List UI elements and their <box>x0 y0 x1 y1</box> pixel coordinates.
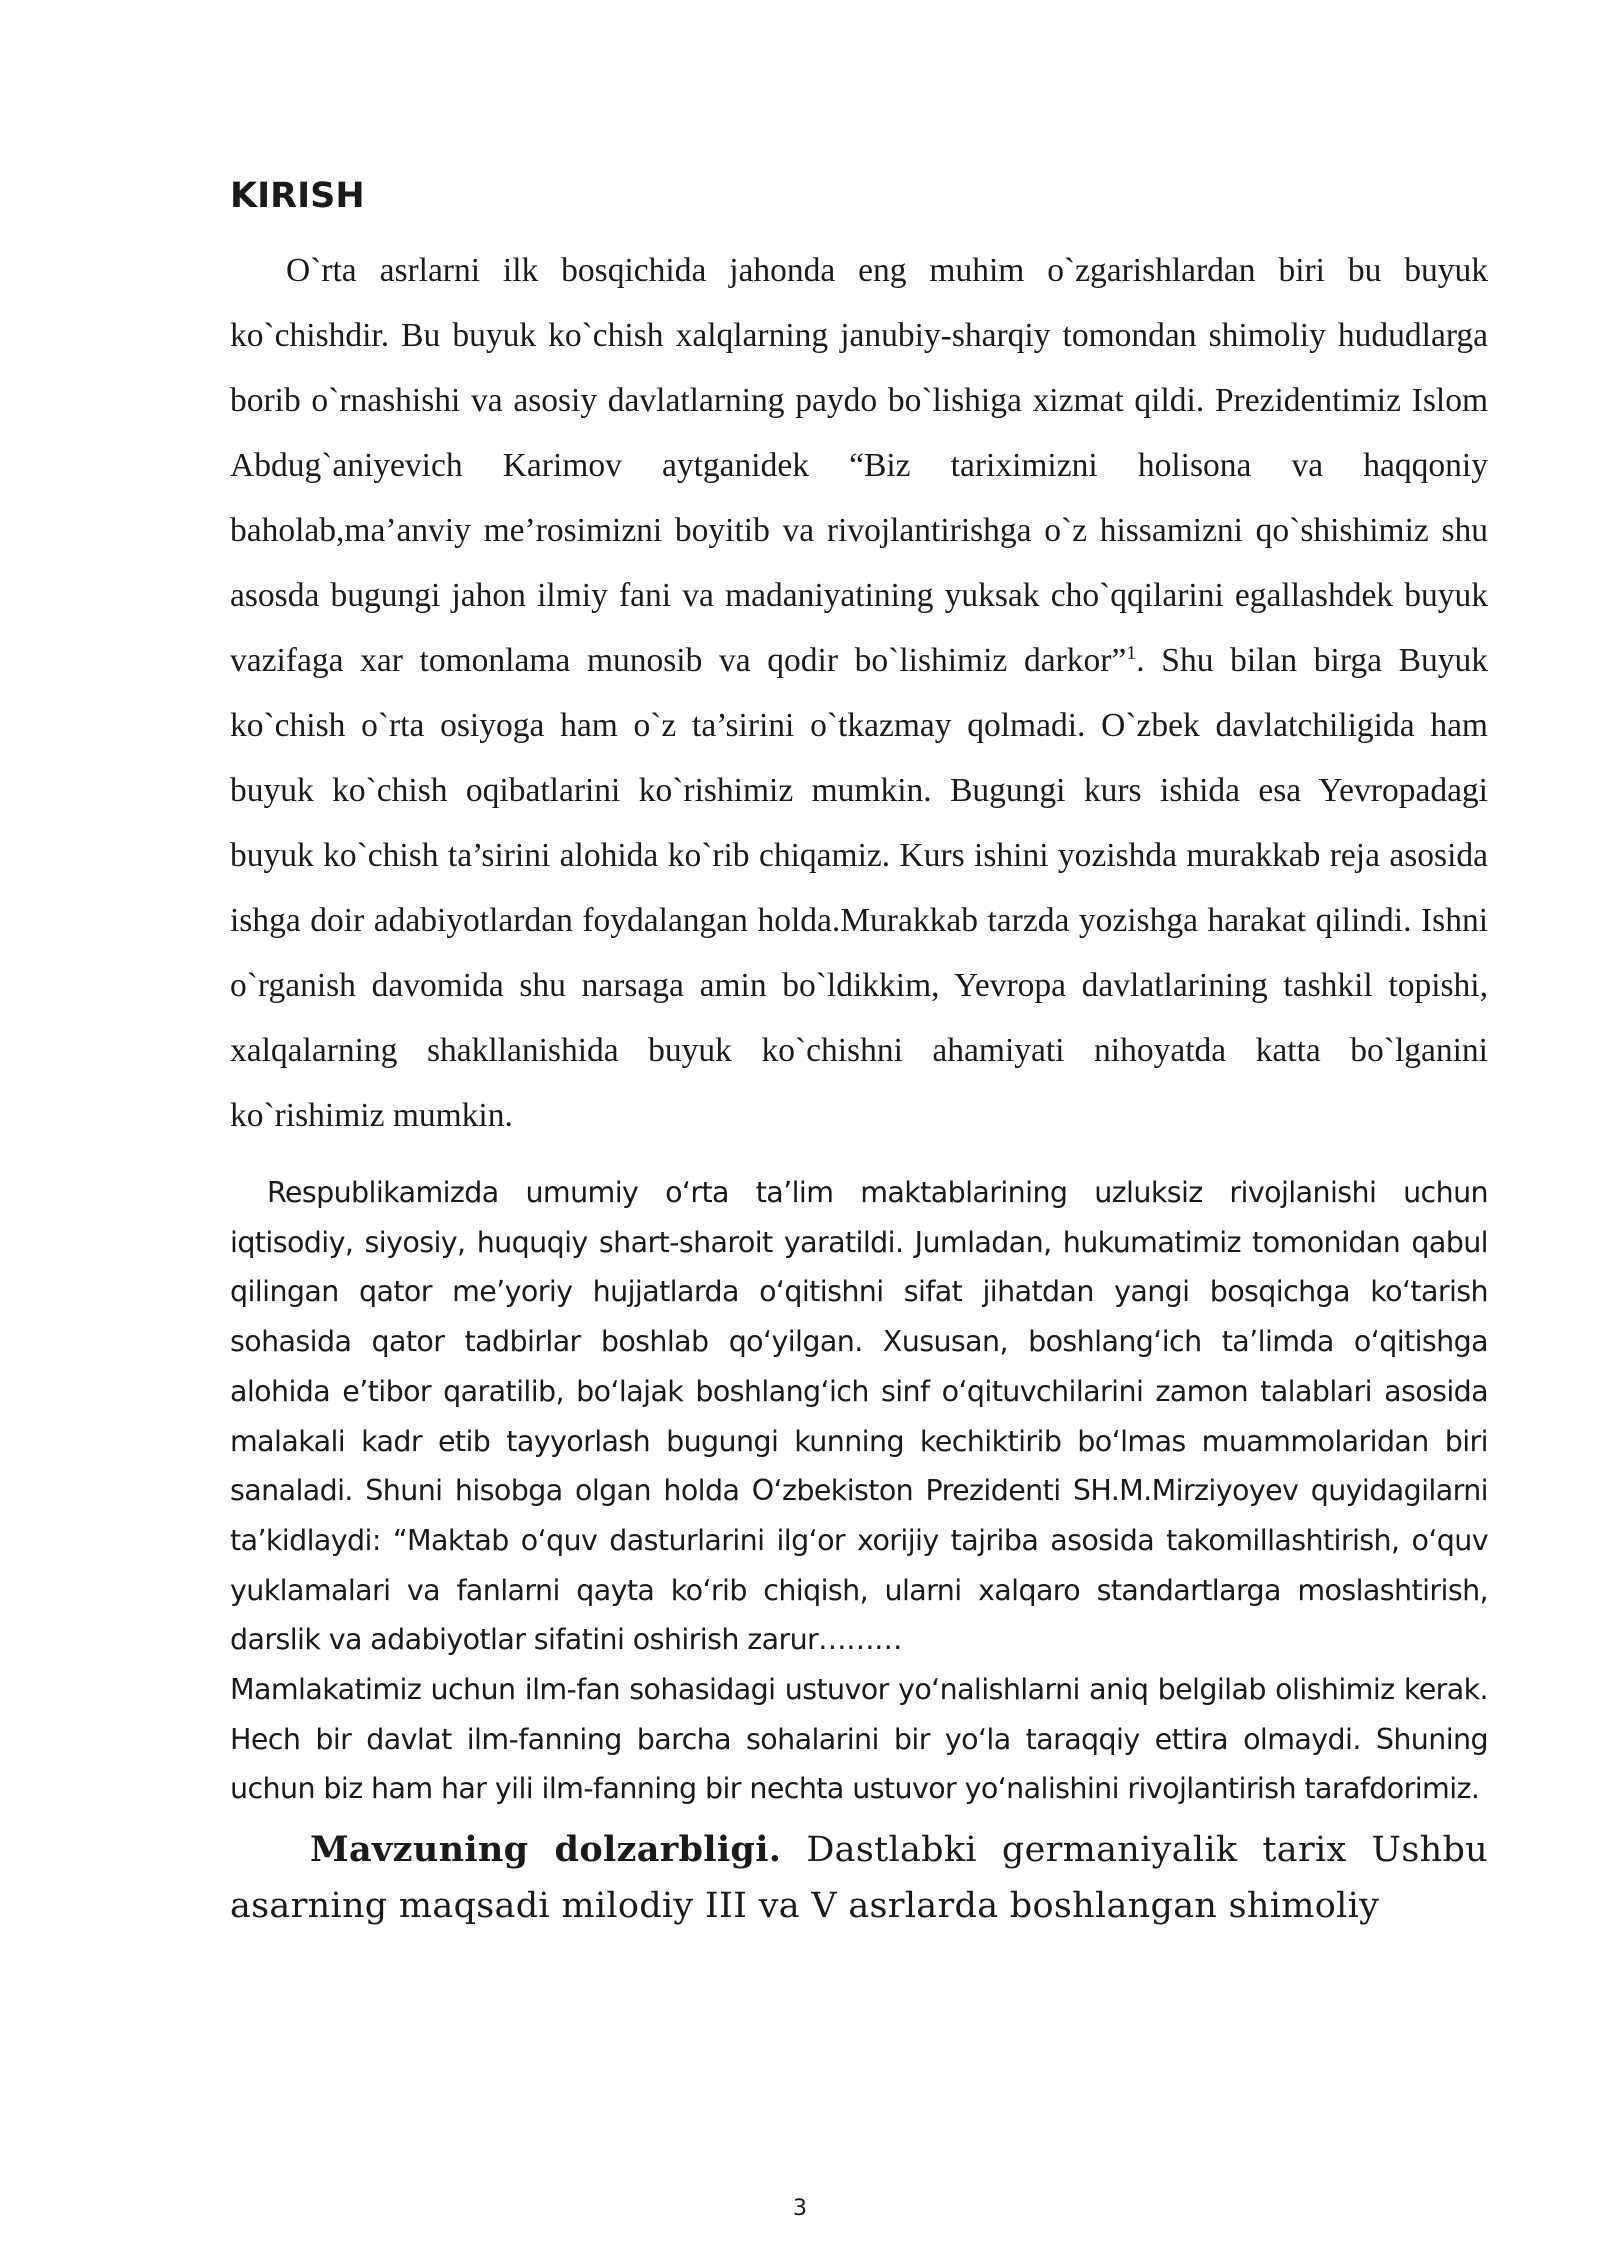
intro-text-part-1: O`rta asrlarni ilk bosqichida jahonda eng muhim o`zgarishlardan biri bu buyuk ko`chishdir. Bu buyuk ko`chish xalqlarning janubiy-sharqiy tomondan shimoliy hududlarga borib o`rnashishi va asosiy davlatlarning paydo bo`lishiga xizmat qildi. Prezidentimiz Islom Abdug`aniyevich Karimov aytganidek “Biz tariximizni holisona va haqqoniy baholab,ma’anviy me’rosimizni boyitib va rivojlantirishga o`z hissamizni qo`shishimiz shu asosda bugungi jahon ilmiy fani va madaniyatining yuksak cho`qqilarini egallashdek buyuk vazifaga xar tomonlama munosib va qodir bo`lishimiz darkor” <box>230 252 1488 679</box>
page-number: 3 <box>793 2196 807 2221</box>
page-content <box>230 172 1488 1934</box>
relevance-paragraph <box>230 1822 1488 1934</box>
intro-paragraph <box>230 238 1488 1148</box>
intro-text-part-2: . Shu bilan birga Buyuk ko`chish o`rta osiyoga ham o`z ta’sirini o`tkazmay qolmadi. O`zbek davlatchiligida ham buyuk ko`chish oqibatlarini ko`rishimiz mumkin. Bugungi kurs ishida esa Yevropadagi buyuk ko`chish ta’sirini alohida ko`rib chiqamiz. Kurs ishini yozishda murakkab reja asosida ishga doir adabiyotlardan foydalangan holda.Murakkab tarzda yozishga harakat qilindi. Ishni o`rganish davomida shu narsaga amin bo`ldikkim, Yevropa davlatlarining tashkil topishi, xalqalarning shakllanishida buyuk ko`chishni ahamiyati nihoyatda katta bo`lganini ko`rishimiz mumkin. <box>230 642 1489 1134</box>
relevance-text: Dastlabki germaniyalik tarix Ushbu asarning maqsadi milodiy III va V asrlarda boshlangan shimoliy <box>230 1830 1488 1927</box>
relevance-lead: Mavzuning dolzarbligi. <box>310 1829 782 1871</box>
footnote-reference[interactable]: 1 <box>1126 641 1137 664</box>
body-paragraph-republic: Respublikamizda umumiy oʻrta taʼlim maktablarining uzluksiz rivojlanishi uchun iqtisodiy, siyosiy, huquqiy shart-sharoit yaratildi. Jumladan, hukumatimiz tomonidan qabul qilingan qator meʼyoriy hujjatlarda oʻqitishni sifat jihatdan yangi bosqichga koʻtarish sohasida qator tadbirlar boshlab qoʻyilgan. Xususan, boshlangʻich taʼlimda oʻqitishga alohida eʼtibor qaratilib, boʻlajak boshlangʻich sinf oʻqituvchilarini zamon talablari asosida malakali kadr etib tayyorlash bugungi kunning kechiktirib boʻlmas muammolaridan biri sanaladi. Shuni hisobga olgan holda Oʻzbekiston Prezidenti SH.M.Mirziyoyev quyidagilarni taʼkidlaydi: “Maktab oʻquv dasturlarini ilgʻor xorijiy tajriba asosida takomillashtirish, oʻquv yuklamalari va fanlarni qayta koʻrib chiqish, ularni xalqaro standartlarga moslashtirish, darslik va adabiyotlar sifatini oshirish zarur……… <box>230 1176 1488 1657</box>
body-paragraph-science: Mamlakatimiz uchun ilm-fan sohasidagi ustuvor yoʻnalishlarni aniq belgilab olishimiz kerak. Hech bir davlat ilm-fanning barcha sohalarini bir yoʻla taraqqiy ettira olmaydi. Shuning uchun biz ham har yili ilm-fanning bir nechta ustuvor yoʻnalishini rivojlantirish tarafdorimiz. <box>230 1673 1488 1806</box>
section-heading: KIRISH <box>230 176 365 216</box>
